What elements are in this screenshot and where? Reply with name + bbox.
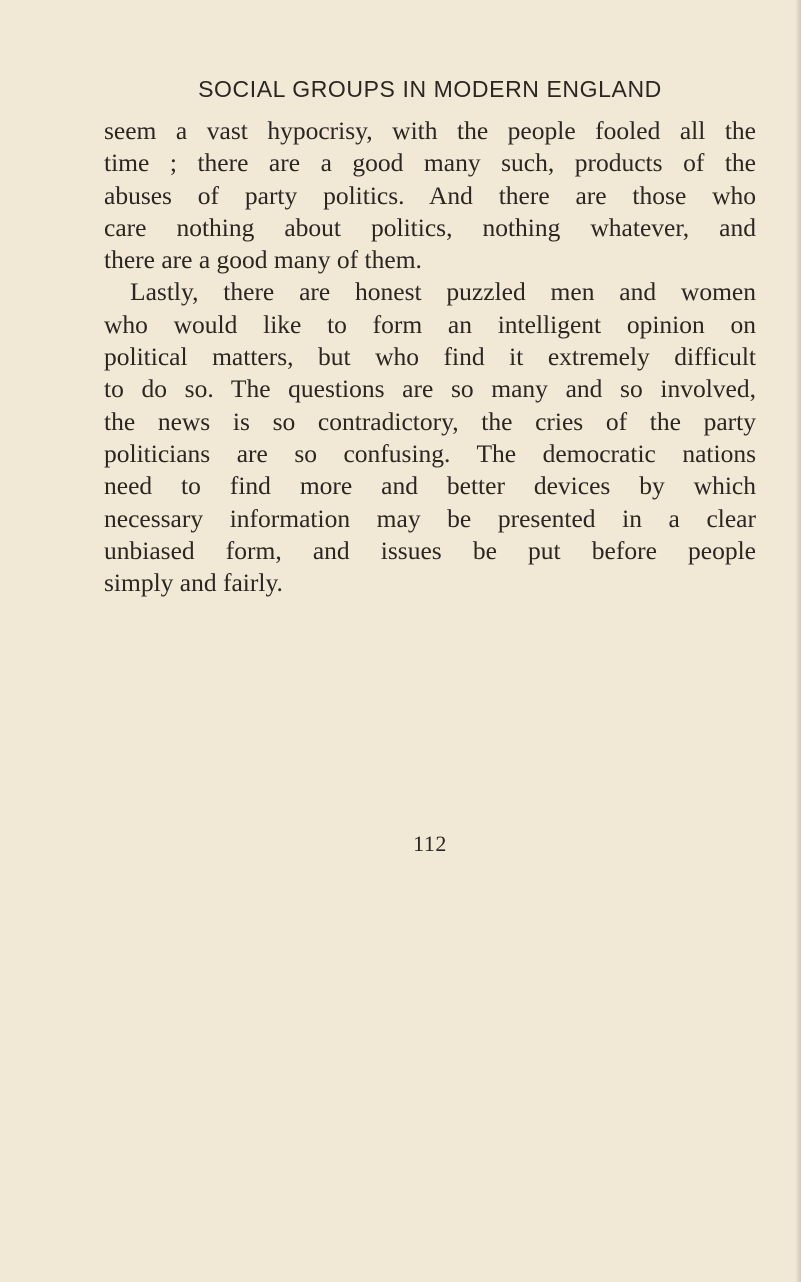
running-head: SOCIAL GROUPS IN MODERN ENGLAND [198,76,662,102]
text-line: need to find more and better devices by which [104,471,756,501]
text-line: to do so. The questions are so many and so involved, [104,374,756,404]
text-line: Lastly, there are honest puzzled men and women [130,277,756,307]
text-line: care nothing about politics, nothing whatever, and [104,212,756,242]
text-line: the news is so contradictory, the cries of the party [104,406,756,436]
text-line: necessary information may be presented in a clear [104,503,756,533]
paragraph-2 [104,276,756,599]
text-line: politicians are so confusing. The democratic nations [104,438,756,468]
page-edge-shadow [795,0,801,1282]
text-line: who would like to form an intelligent opinion on [104,309,756,339]
text-line: seem a vast hypocrisy, with the people fooled all the [104,116,756,145]
text-line: political matters, but who find it extremely difficult [104,342,756,372]
text-line: unbiased form, and issues be put before people [104,535,756,565]
page-number: 112 [413,831,447,856]
text-line: there are a good many of them. [104,245,422,275]
text-line: simply and fairly. [104,568,283,598]
text-line: time ; there are a good many such, products of the [104,148,756,178]
body-text [104,115,756,599]
text-line: abuses of party politics. And there are those who [104,180,756,210]
paragraph-1 [104,115,756,276]
